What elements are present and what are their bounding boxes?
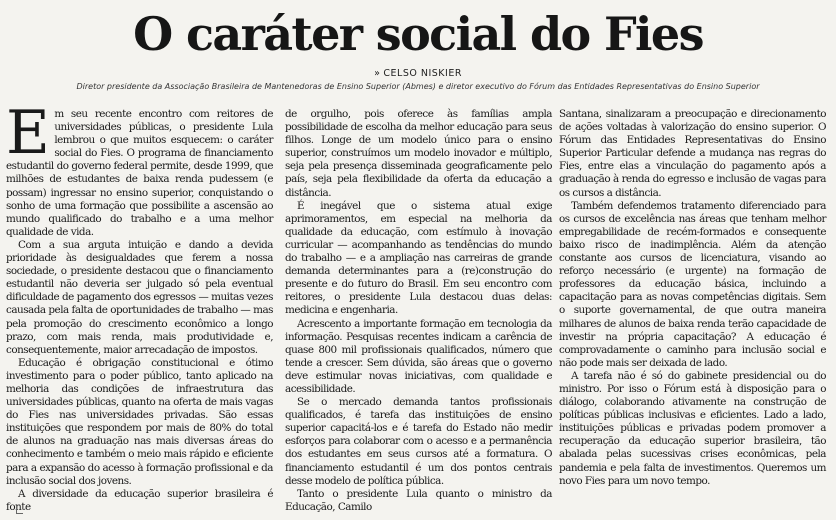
- paragraph-fragment: Santana, sinalizaram a preocupação e direcionamento de ações voltadas à valorização do ensino superior. O Fórum das Entidades Representativas do Ensino Superior Particular defende a mudança nas regras do Fies, entre elas a vinculação do pagamento após a graduação à renda do egresso e inclusão de vagas para os cursos a distância.: [559, 108, 826, 199]
- article-paragraph: A tarefa não é só do gabinete presidencial ou do ministro. Por isso o Fórum está à disposição para o diálogo, colaborando ativamente na construção de políticas públicas inclusivas e eficientes. Lado a lado, instituições públicas e privadas podem promover a recuperação da educação superior brasileira, tão abalada pelas sucessivas crises econômicas, pela pandemia e pela falta de investimentos. Queremos um novo Fies para um novo tempo.: [559, 369, 826, 487]
- article-paragraph-continued: [559, 108, 826, 200]
- article-paragraph: Em seu recente encontro com reitores de universidades públicas, o presidente Lula lembrou o que muitos esquecem: o caráter social do Fies. O programa de financiamento estudantil do governo federal permite, desde 1999, que milhões de estudantes de baixa renda pudessem (e possam) ingressar no ensino superior, conquistando o sonho de uma formação que possibilite a ascensão ao mundo qualificado do trabalho e a uma melhor qualidade de vida.: [6, 98, 273, 238]
- article-paragraph: Se o mercado demanda tantos profissionais qualificados, é tarefa das instituições de ensino superior capacitá-los e é tarefa do Estado não medir esforços para colaborar com o acesso e a permanência dos estudantes em seus cursos até a formatura. O financiamento estudantil é um dos pontos centrais desse modelo de política pública.: [285, 396, 552, 487]
- article-headline: O caráter social do Fies: [133, 7, 703, 61]
- byline-marker: »: [374, 68, 381, 79]
- article-paragraph-continued: [285, 108, 552, 200]
- crop-mark: [16, 507, 23, 514]
- drop-cap: E: [6, 98, 50, 168]
- article-paragraph: Educação é obrigação constitucional e ótimo investimento para o poder público, tanto aplicado na melhoria das condições de infraestrutura das universidades públicas, quanto na oferta de mais vagas do Fies nas universidades privadas. São essas instituições que respondem por mais de 80% do total de alunos na graduação nas mais diversas áreas do conhecimento e também o meio mais rápido e eficiente para a expansão do acesso à formação profissional e da inclusão social dos jovens.: [6, 356, 273, 487]
- paragraph-fragment: de orgulho, pois oferece às famílias ampla possibilidade de escolha da melhor educação para seus filhos. Longe de um modelo único para o ensino superior, construímos um modelo inovador e múltiplo, seja pela presença disseminada geograficamente pelo país, seja pela flexibilidade da oferta da educação a distância.: [285, 108, 552, 199]
- article-paragraph: É inegável que o sistema atual exige aprimoramentos, em especial na melhoria da qualidade da educação, com estímulo à inovação curricular — acompanhando as tendências do mundo do trabalho — e a ampliação nas carreiras de grande demanda determinantes para a (re)construção do presente e do futuro do Brasil. Em seu encontro com reitores, o presidente Lula destacou duas delas: medicina e engenharia.: [285, 199, 552, 317]
- paragraph-fragment: Tanto o presidente Lula quanto o ministro da Educação, Camilo: [285, 487, 552, 513]
- article-column-3: [559, 108, 826, 488]
- article-column-1: [6, 98, 273, 514]
- article-paragraph: Também defendemos tratamento diferenciado para os cursos de excelência nas áreas que tenham melhor empregabilidade de recém-formados e consequente baixo risco de inadimplência. Além da atenção constante aos cursos de licenciatura, visando ao reforço necessário (e urgente) na formação de professores da educação básica, incluindo a capacitação para as novas competências digitais. Sem o suporte governamental, de que outra maneira milhares de alunos de baixa renda terão capacidade de investir na própria capacitação? A educação é comprovadamente o caminho para inclusão social e não pode mais ser deixada de lado.: [559, 199, 826, 369]
- article-paragraph-partial: [285, 488, 552, 514]
- byline: [0, 68, 836, 79]
- article-paragraph: Com a sua arguta intuição e dando a devida prioridade às desigualdades que ferem a nossa sociedade, o presidente destacou que o financiamento estudantil não deveria ser julgado só pela eventual dificuldade de pagamento dos egressos — muitas vezes causada pela falta de oportunidades de trabalho — mas pela promoção do crescimento econômico a longo prazo, com mais renda, mais produtividade e, consequentemente, maior arrecadação de impostos.: [6, 238, 273, 356]
- article-paragraph-partial: [6, 488, 273, 514]
- author-name: CELSO NISKIER: [383, 68, 462, 79]
- paragraph-fragment: A diversidade da educação superior brasileira é fonte: [6, 487, 273, 513]
- article-column-2: [285, 108, 552, 514]
- author-bio: Diretor presidente da Associação Brasileira de Mantenedoras de Ensino Superior (Abmes) e diretor executivo do Fórum das Entidades Representativas do Ensino Superior: [76, 82, 760, 91]
- article-paragraph: Acrescento a importante formação em tecnologia da informação. Pesquisas recentes indicam a carência de quase 800 mil profissionais qualificados, número que tende a crescer. Sem dúvida, são áreas que o governo deve estimular novas iniciativas, com qualidade e acessibilidade.: [285, 317, 552, 395]
